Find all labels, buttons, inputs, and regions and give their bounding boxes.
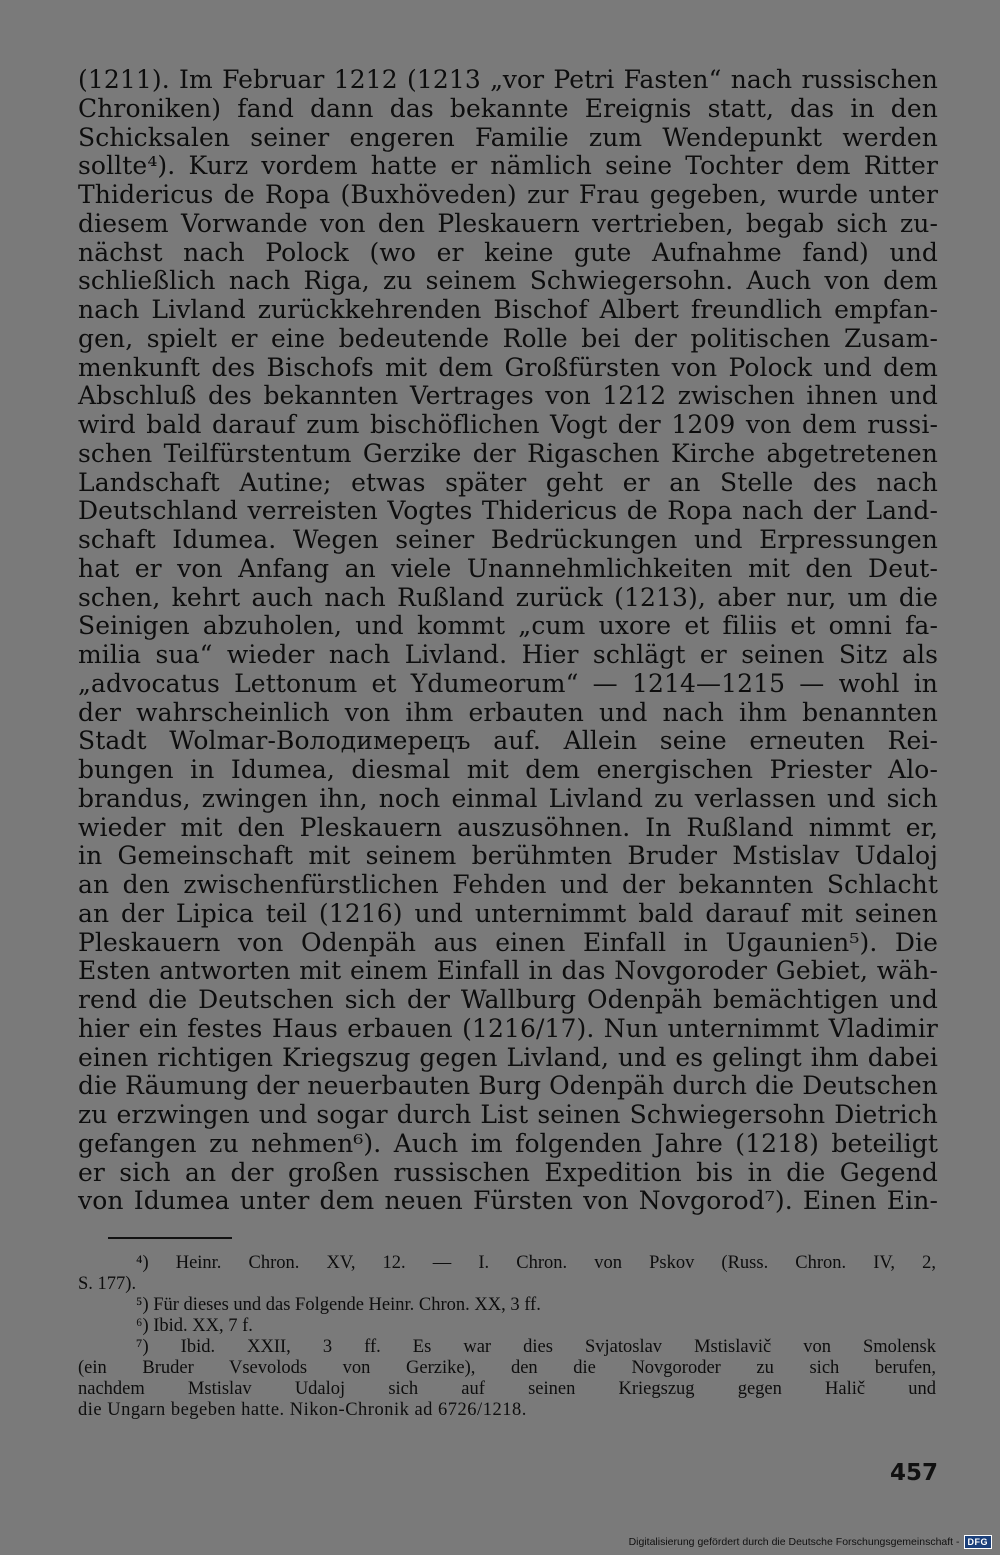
text-line: an der Lipica teil (1216) und unternimmt bald darauf mit seinen [78, 898, 938, 928]
digitization-credit [629, 1535, 992, 1549]
text-line: Seinigen abzuholen, und kommt „cum uxore et filiis et omni fa- [78, 611, 938, 641]
text-line: bungen in Idumea, diesmal mit dem energischen Priester Alo- [78, 755, 938, 784]
text-line: „advocatus Lettonum et Ydumeorum“ — 1214—1215 — wohl in [78, 668, 938, 698]
text-line: schaft Idumea. Wegen seiner Bedrückungen und Erpressungen [78, 525, 938, 554]
text-line: wieder mit den Pleskauern auszusöhnen. In Rußland nimmt er, [78, 812, 938, 842]
text-line: menkunft des Bischofs mit dem Großfürsten von Polock und dem [78, 352, 938, 382]
footnotes [78, 1253, 936, 1421]
text-line: in Gemeinschaft mit seinem berühmten Bruder Mstislav Udaloj [78, 841, 938, 871]
footnote-divider [108, 1237, 232, 1239]
text-line: an den zwischenfürstlichen Fehden und der bekannten Schlacht [78, 870, 938, 899]
text-line: die Räumung der neuerbauten Burg Odenpäh durch die Deutschen [78, 1071, 938, 1101]
text-line: (1211). Im Februar 1212 (1213 „vor Petri Fasten“ nach russischen [78, 65, 938, 94]
text-line: einen richtigen Kriegszug gegen Livland, und es gelingt ihm dabei [78, 1042, 938, 1072]
text-line: hier ein festes Haus erbauen (1216/17). Nun unternimmt Vladimir [78, 1013, 938, 1043]
text-line: der wahrscheinlich von ihm erbauten und nach ihm benannten [78, 697, 938, 727]
text-line: Esten antworten mit einem Einfall in das Novgoroder Gebiet, wäh- [78, 956, 938, 986]
text-line: diesem Vorwande von den Pleskauern vertrieben, begab sich zu- [78, 208, 938, 238]
text-line: Stadt Wolmar-Володимерецъ auf. Allein seine erneuten Rei- [78, 726, 938, 756]
footnote-7: ⁷) Ibid. XXII, 3 ff. Es war dies Svjatoslav Mstislavič von Smolensk [136, 1337, 936, 1357]
text-line: gen, spielt er eine bedeutende Rolle bei der politischen Zusam- [78, 323, 938, 353]
text-line: Pleskauern von Odenpäh aus einen Einfall in Ugaunien⁵). Die [78, 927, 938, 957]
text-line: milia sua“ wieder nach Livland. Hier schlägt er seinen Sitz als [78, 640, 938, 669]
footnote-5: ⁵) Für dieses und das Folgende Heinr. Chron. XX, 3 ff. [136, 1295, 541, 1315]
text-line: Chroniken) fand dann das bekannte Ereignis statt, das in den [78, 93, 938, 123]
text-line: gefangen zu nehmen⁶). Auch im folgenden Jahre (1218) beteiligt [78, 1128, 938, 1158]
footnote-7-continued: die Ungarn begeben hatte. Nikon-Chronik ad 6726/1218. [78, 1400, 527, 1420]
text-line: rend die Deutschen sich der Wallburg Odenpäh bemächtigen und [78, 985, 938, 1014]
footnote-4-continued: S. 177). [78, 1274, 137, 1294]
dfg-logo: DFG [964, 1535, 993, 1549]
text-line: schen Teilfürstentum Gerzike der Rigaschen Kirche abgetretenen [78, 438, 938, 468]
text-line: er sich an der großen russischen Expedition bis in die Gegend [78, 1157, 938, 1187]
text-line: Deutschland verreisten Vogtes Thidericus de Ropa nach der Land- [78, 496, 938, 526]
footnote-7-continued: (ein Bruder Vsevolods von Gerzike), den die Novgoroder zu sich berufen, [78, 1358, 936, 1378]
footnote-4: ⁴) Heinr. Chron. XV, 12. — I. Chron. von Pskov (Russ. Chron. IV, 2, [136, 1253, 936, 1273]
text-line: Landschaft Autine; etwas später geht er an Stelle des nach [78, 467, 938, 497]
text-line: schließlich nach Riga, zu seinem Schwiegersohn. Auch von dem [78, 266, 938, 296]
text-line: nächst nach Polock (wo er keine gute Aufnahme fand) und [78, 237, 938, 267]
text-line: wird bald darauf zum bischöflichen Vogt der 1209 von dem russi- [78, 410, 938, 439]
text-line: sollte⁴). Kurz vordem hatte er nämlich seine Tochter dem Ritter [78, 151, 938, 181]
footnote-6: ⁶) Ibid. XX, 7 f. [136, 1316, 253, 1336]
text-line: zu erzwingen und sogar durch List seinen Schwiegersohn Dietrich [78, 1100, 938, 1129]
text-line: schen, kehrt auch nach Rußland zurück (1213), aber nur, um die [78, 582, 938, 612]
text-line: Schicksalen seiner engeren Familie zum Wendepunkt werden [78, 122, 938, 152]
credit-text: Digitalisierung gefördert durch die Deutsche Forschungsgemeinschaft - [628, 1536, 960, 1548]
text-line: hat er von Anfang an viele Unannehmlichkeiten mit den Deut- [78, 553, 938, 583]
page-number: 457 [889, 1460, 938, 1486]
text-line: von Idumea unter dem neuen Fürsten von Novgorod⁷). Einen Ein- [78, 1186, 938, 1216]
main-text [78, 66, 938, 1216]
footnote-7-continued: nachdem Mstislav Udaloj sich auf seinen Kriegszug gegen Halič und [78, 1379, 936, 1399]
text-line: Thidericus de Ropa (Buxhöveden) zur Frau gegeben, wurde unter [78, 180, 938, 209]
text-line: brandus, zwingen ihn, noch einmal Livland zu verlassen und sich [78, 783, 938, 813]
text-line: nach Livland zurückkehrenden Bischof Albert freundlich empfan- [78, 295, 938, 324]
text-line: Abschluß des bekannten Vertrages von 1212 zwischen ihnen und [78, 381, 938, 411]
